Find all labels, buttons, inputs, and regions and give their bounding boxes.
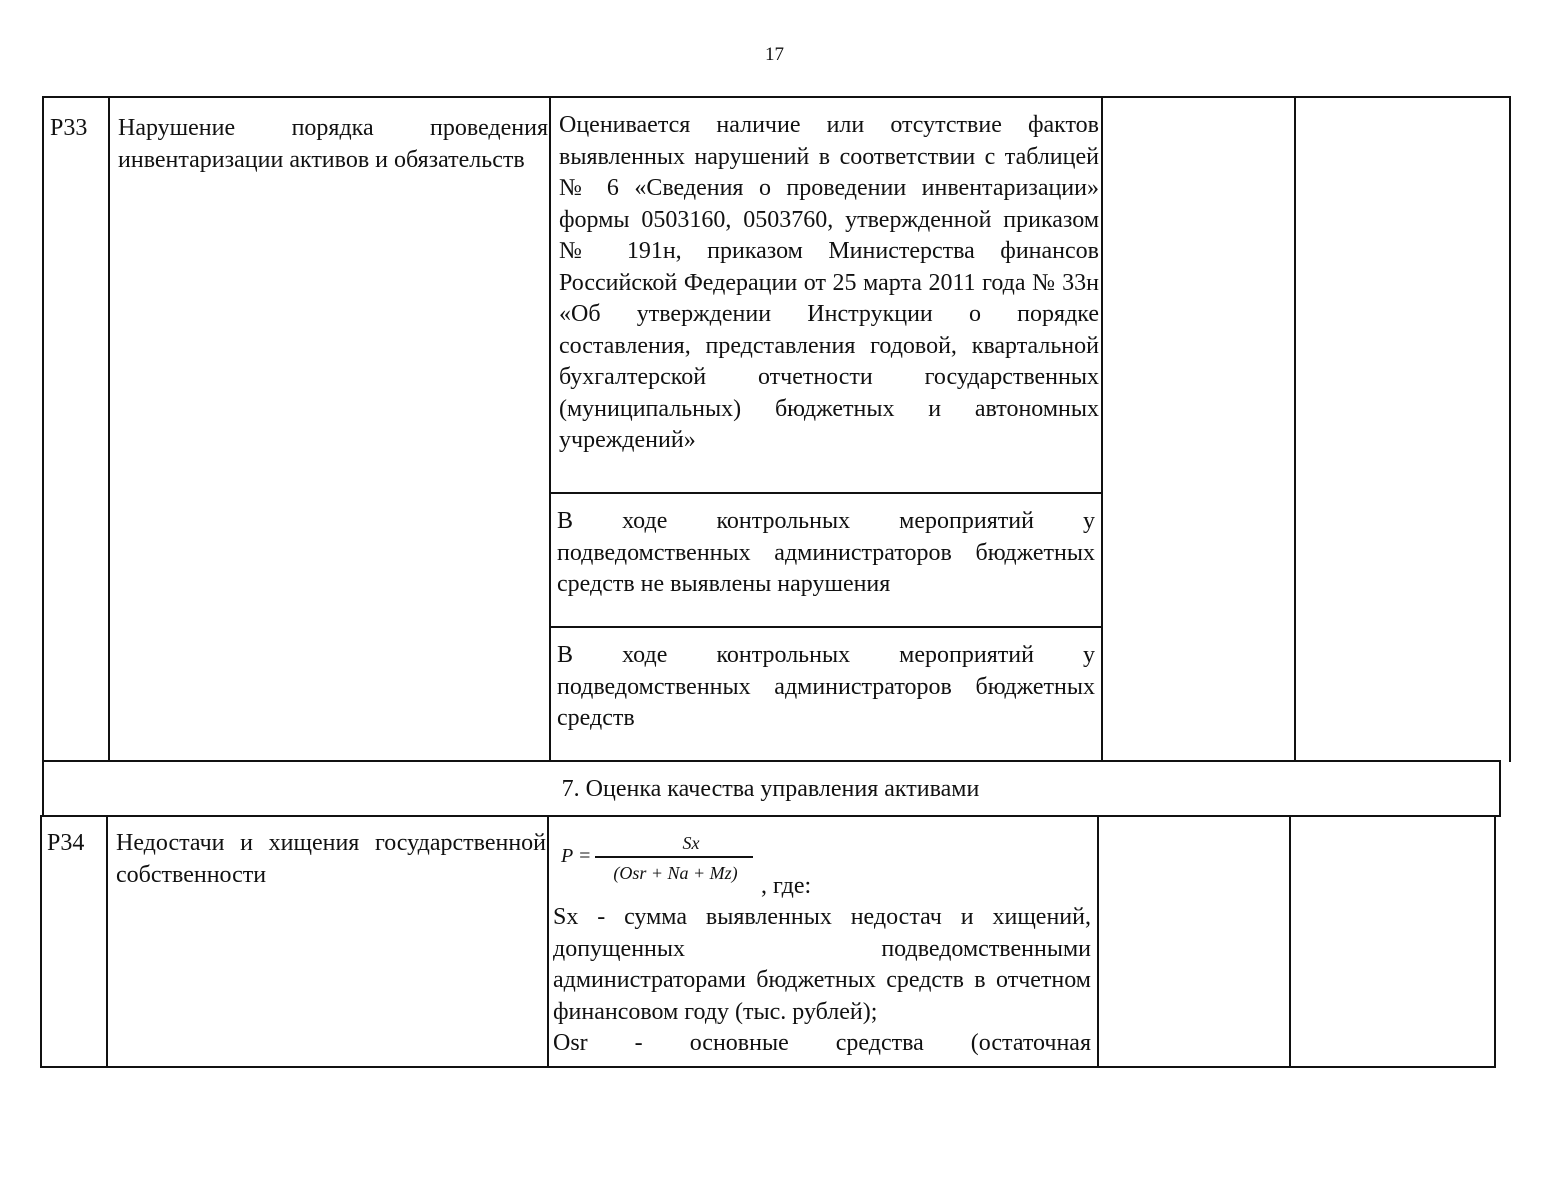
p34-formula [559, 832, 859, 899]
formula-denominator: (Osr + Na + Mz) [613, 863, 738, 883]
p34-col4-divider [1289, 815, 1291, 1068]
p33-name-divider [549, 96, 551, 762]
p33-left-border [42, 96, 44, 762]
formula-numerator: Sx [682, 833, 700, 853]
p34-code-divider [106, 815, 108, 1068]
p34-code: Р34 [47, 830, 85, 856]
p33-criteria-1: Оценивается наличие или отсутствие фактов выявленных нарушений в соответствии с таблицей № 6 «Сведения о проведении инвентаризации» формы 0503160, 0503760, утвержденной приказом № 191н, приказом Министерства финансов Российской Федерации от 25 марта 2011 года № 33н «Об утверждении Инструкции о порядке составления, представления годовой, квартальной бухгалтерской отчетности государственных (муниципальных) бюджетных и автономных учреждений» [559, 112, 1099, 453]
p34-left-border [40, 815, 42, 1068]
table-top-border [42, 96, 1511, 98]
section-top-border [42, 760, 1501, 762]
section-bottom-border [42, 815, 1501, 817]
table-bottom-border [40, 1066, 1496, 1068]
criteria-divider-1 [551, 492, 1103, 494]
p34-criteria-divider [1097, 815, 1099, 1068]
p34-name: Недостачи и хищения государственной собственности [116, 830, 546, 888]
p33-criteria-3: В ходе контрольных мероприятий у подведомственных администраторов бюджетных средств [557, 642, 1095, 731]
p34-right-border [1494, 815, 1496, 1068]
criteria-divider-2 [551, 626, 1103, 628]
p34-definition-osr: Osr - основные средства (остаточная [553, 1030, 1091, 1056]
p33-criteria-2: В ходе контрольных мероприятий у подведомственных администраторов бюджетных средств не выявлены нарушения [557, 508, 1095, 597]
p33-code: Р33 [50, 115, 88, 141]
formula-suffix: , где: [761, 873, 812, 899]
p33-name: Нарушение порядка проведения инвентаризации активов и обязательств [118, 115, 548, 173]
page-number: 17 [765, 44, 784, 65]
p33-right-border [1509, 96, 1511, 762]
p33-code-divider [108, 96, 110, 762]
p34-name-divider [547, 815, 549, 1068]
section-right-border [1499, 760, 1501, 817]
section-title: 7. Оценка качества управления активами [561, 776, 980, 802]
p33-criteria-divider [1101, 96, 1103, 762]
p33-col4-divider [1294, 96, 1296, 762]
formula-lhs: P = [561, 845, 592, 867]
p34-definition-sx: Sx - сумма выявленных недостач и хищений, допущенных подведомственными администраторами бюджетных средств в отчетном финансовом году (тыс. рублей); [553, 904, 1091, 1025]
